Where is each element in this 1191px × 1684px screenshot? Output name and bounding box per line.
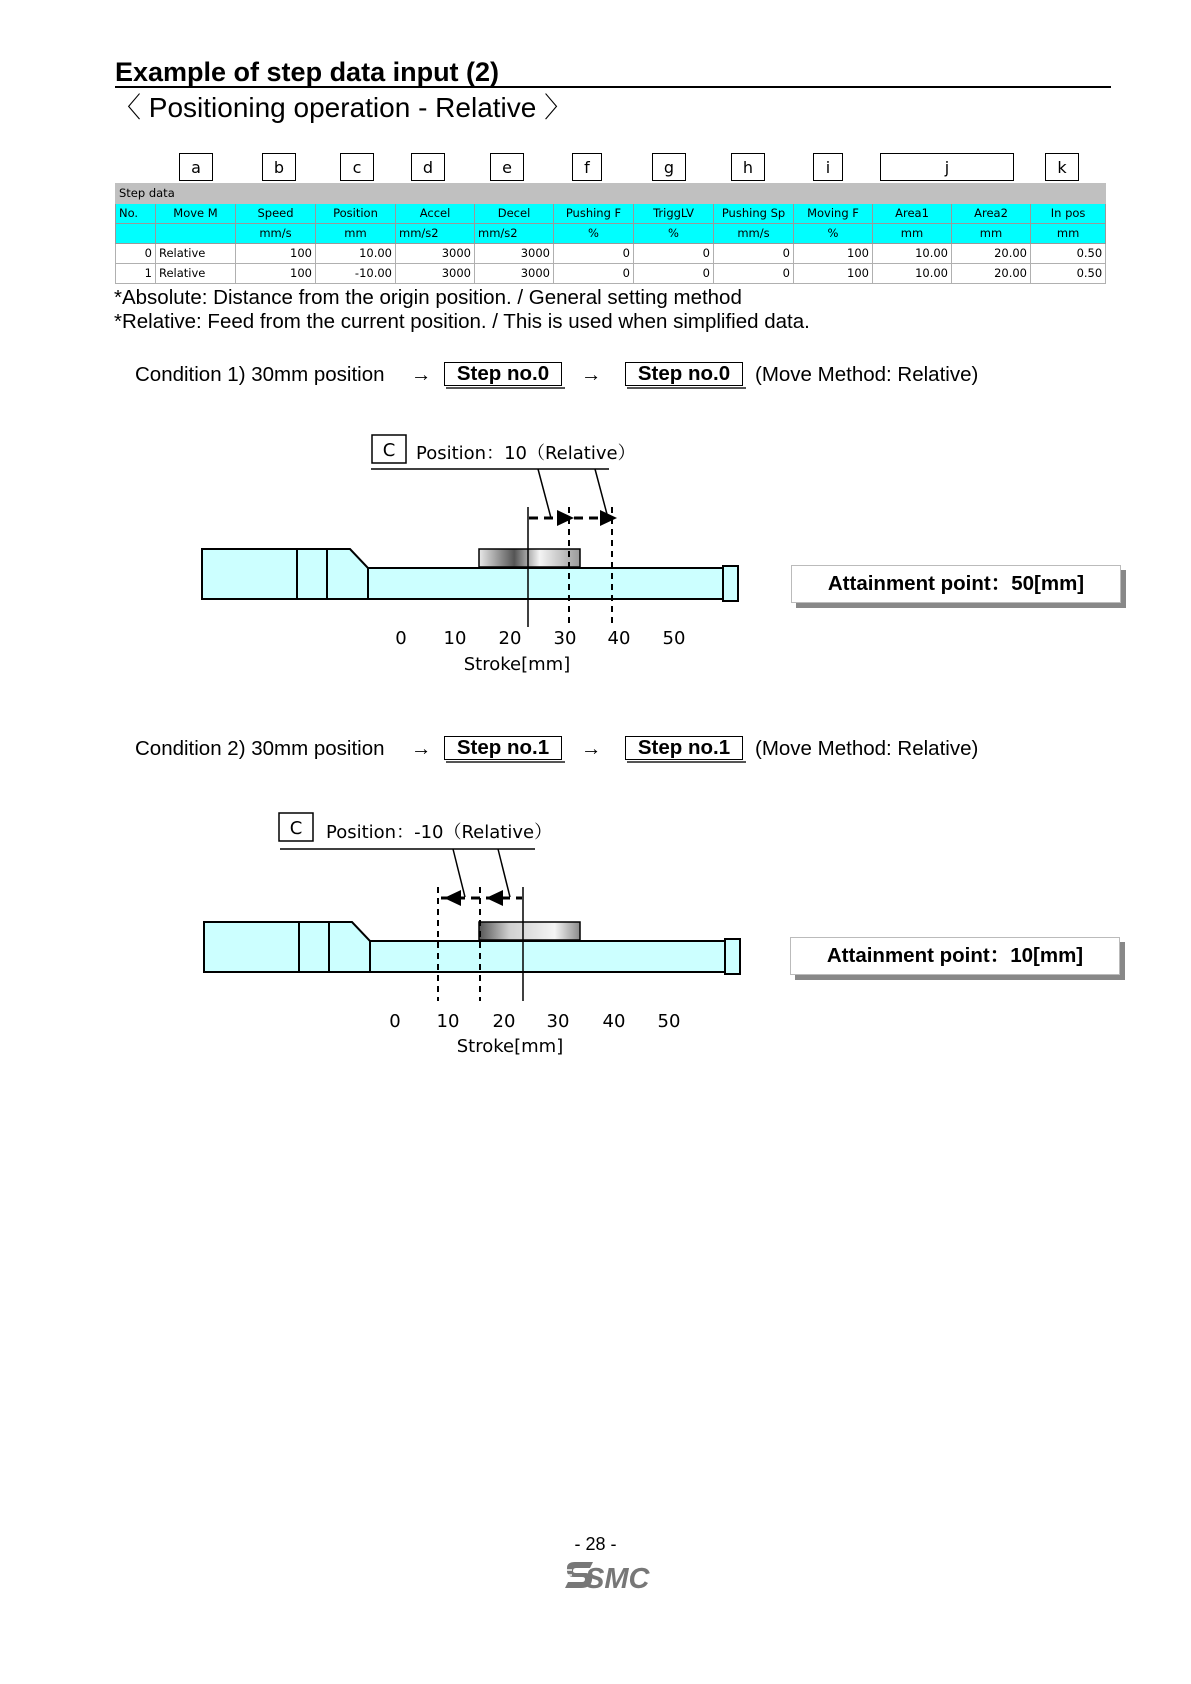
step-data-table bbox=[115, 183, 1106, 284]
cell-in-pos: 0.50 bbox=[1031, 244, 1106, 264]
unit-speed: mm/s bbox=[236, 224, 316, 244]
condition-2-method: (Move Method: Relative) bbox=[755, 737, 979, 760]
column-letter-c: c bbox=[340, 153, 374, 181]
condition-1-step-first: Step no.0 bbox=[444, 362, 562, 386]
column-letter-h: h bbox=[731, 153, 765, 181]
cell-no: 0 bbox=[116, 244, 156, 264]
header-pushing-speed: Pushing Sp bbox=[714, 204, 794, 224]
title-underline bbox=[115, 86, 1111, 88]
cell-pushing-force: 0 bbox=[554, 244, 634, 264]
note-relative: *Relative: Feed from the current position. / This is used when simplified data. bbox=[114, 310, 810, 333]
arrow-right-icon: → bbox=[411, 737, 432, 760]
note-absolute: *Absolute: Distance from the origin position. / General setting method bbox=[114, 286, 742, 309]
unit-moving-force: % bbox=[794, 224, 873, 244]
column-letter-d: d bbox=[411, 153, 445, 181]
arrow-head-icon bbox=[444, 890, 461, 906]
header-position: Position bbox=[316, 204, 396, 224]
table-units-row bbox=[116, 224, 1106, 244]
column-letter-e: e bbox=[490, 153, 524, 181]
table-caption: Step data bbox=[116, 184, 1106, 204]
cell-decel: 3000 bbox=[475, 244, 554, 264]
cell-move-method: Relative bbox=[156, 264, 236, 284]
callout-position-text: Position：10（Relative） bbox=[416, 443, 636, 464]
actuator-motor bbox=[204, 922, 299, 972]
header-speed: Speed bbox=[236, 204, 316, 224]
page-number: - 28 - bbox=[574, 1534, 617, 1554]
cell-area2: 20.00 bbox=[952, 244, 1031, 264]
unit-position: mm bbox=[316, 224, 396, 244]
arrow-right-icon: → bbox=[581, 737, 602, 760]
cell-pushing-speed: 0 bbox=[714, 244, 794, 264]
axis-tick: 10 bbox=[443, 628, 467, 649]
axis-label: Stroke[mm] bbox=[463, 654, 571, 675]
cell-area2: 20.00 bbox=[952, 264, 1031, 284]
unit-accel: mm/s2 bbox=[396, 224, 475, 244]
header-in-pos: In pos bbox=[1031, 204, 1106, 224]
callout-letter: C bbox=[382, 440, 396, 461]
condition-2-line bbox=[135, 735, 1035, 763]
cell-trigger-lv: 0 bbox=[634, 264, 714, 284]
arrow-head-icon bbox=[557, 510, 574, 526]
axis-tick: 30 bbox=[553, 628, 577, 649]
axis-tick: 20 bbox=[498, 628, 522, 649]
cell-moving-force: 100 bbox=[794, 264, 873, 284]
unit-trigger-lv: % bbox=[634, 224, 714, 244]
axis-tick: 0 bbox=[395, 628, 407, 649]
unit-area2: mm bbox=[952, 224, 1031, 244]
table-caption-row bbox=[116, 184, 1106, 204]
condition-2-step-second: Step no.1 bbox=[625, 736, 743, 760]
unit-pushing-speed: mm/s bbox=[714, 224, 794, 244]
column-letter-k: k bbox=[1045, 153, 1079, 181]
unit-decel: mm/s2 bbox=[475, 224, 554, 244]
header-decel: Decel bbox=[475, 204, 554, 224]
header-trigger-lv: TriggLV bbox=[634, 204, 714, 224]
header-move-method: Move M bbox=[156, 204, 236, 224]
cell-position: 10.00 bbox=[316, 244, 396, 264]
condition-1-label: Condition 1) 30mm position bbox=[135, 363, 385, 386]
table-row bbox=[116, 244, 1106, 264]
actuator-table bbox=[479, 549, 580, 567]
page-subtitle: 〈 Positioning operation - Relative 〉 bbox=[113, 92, 573, 123]
axis-tick: 0 bbox=[389, 1011, 401, 1032]
header-no: No. bbox=[116, 204, 156, 224]
cell-accel: 3000 bbox=[396, 264, 475, 284]
table-header-row bbox=[116, 204, 1106, 224]
cell-in-pos: 0.50 bbox=[1031, 264, 1106, 284]
condition-1-line bbox=[135, 361, 1035, 389]
attainment-point-1: Attainment point：50[mm] bbox=[791, 565, 1121, 603]
cell-position: -10.00 bbox=[316, 264, 396, 284]
arrow-head-icon bbox=[486, 890, 503, 906]
column-letter-g: g bbox=[652, 153, 686, 181]
unit-no bbox=[116, 224, 156, 244]
actuator-diagram-2 bbox=[180, 805, 760, 1075]
unit-in-pos: mm bbox=[1031, 224, 1106, 244]
logo-text: SMC bbox=[585, 1563, 650, 1592]
actuator-diagram-1 bbox=[180, 425, 760, 695]
actuator-end-cap bbox=[723, 566, 738, 601]
unit-area1: mm bbox=[873, 224, 952, 244]
arrow-right-icon: → bbox=[581, 363, 602, 386]
cell-area1: 10.00 bbox=[873, 264, 952, 284]
condition-1-method: (Move Method: Relative) bbox=[755, 363, 979, 386]
condition-2-step-first: Step no.1 bbox=[444, 736, 562, 760]
unit-move-method bbox=[156, 224, 236, 244]
condition-1-step-second: Step no.0 bbox=[625, 362, 743, 386]
axis-tick: 10 bbox=[436, 1011, 460, 1032]
axis-label: Stroke[mm] bbox=[456, 1036, 564, 1057]
axis-tick: 50 bbox=[657, 1011, 681, 1032]
cell-no: 1 bbox=[116, 264, 156, 284]
cell-pushing-speed: 0 bbox=[714, 264, 794, 284]
condition-2-label: Condition 2) 30mm position bbox=[135, 737, 385, 760]
arrow-right-icon: → bbox=[411, 363, 432, 386]
header-accel: Accel bbox=[396, 204, 475, 224]
actuator-motor bbox=[202, 549, 297, 599]
header-pushing-force: Pushing F bbox=[554, 204, 634, 224]
cell-accel: 3000 bbox=[396, 244, 475, 264]
axis-tick: 50 bbox=[662, 628, 686, 649]
callout-position-text: Position：-10（Relative） bbox=[326, 822, 553, 843]
column-letter-i: i bbox=[813, 153, 843, 181]
column-letter-j: j bbox=[880, 153, 1014, 181]
page-title: Example of step data input (2) bbox=[115, 57, 500, 87]
actuator-end-cap bbox=[725, 939, 740, 974]
cell-area1: 10.00 bbox=[873, 244, 952, 264]
cell-decel: 3000 bbox=[475, 264, 554, 284]
column-letter-a: a bbox=[179, 153, 213, 181]
column-letter-f: f bbox=[572, 153, 602, 181]
attainment-point-2: Attainment point：10[mm] bbox=[790, 937, 1120, 975]
unit-pushing-force: % bbox=[554, 224, 634, 244]
axis-tick: 40 bbox=[607, 628, 631, 649]
table-row bbox=[116, 264, 1106, 284]
axis-tick: 30 bbox=[546, 1011, 570, 1032]
cell-pushing-force: 0 bbox=[554, 264, 634, 284]
cell-speed: 100 bbox=[236, 264, 316, 284]
header-area2: Area2 bbox=[952, 204, 1031, 224]
actuator-body bbox=[368, 568, 723, 599]
actuator-body bbox=[370, 941, 725, 972]
arrow-head-icon bbox=[600, 510, 617, 526]
cell-trigger-lv: 0 bbox=[634, 244, 714, 264]
column-letter-b: b bbox=[262, 153, 296, 181]
cell-moving-force: 100 bbox=[794, 244, 873, 264]
cell-speed: 100 bbox=[236, 244, 316, 264]
header-moving-force: Moving F bbox=[794, 204, 873, 224]
cell-move-method: Relative bbox=[156, 244, 236, 264]
callout-letter: C bbox=[289, 818, 303, 839]
actuator-table bbox=[479, 922, 580, 940]
header-area1: Area1 bbox=[873, 204, 952, 224]
axis-tick: 40 bbox=[602, 1011, 626, 1032]
smc-logo-icon bbox=[563, 1558, 663, 1592]
axis-tick: 20 bbox=[492, 1011, 516, 1032]
